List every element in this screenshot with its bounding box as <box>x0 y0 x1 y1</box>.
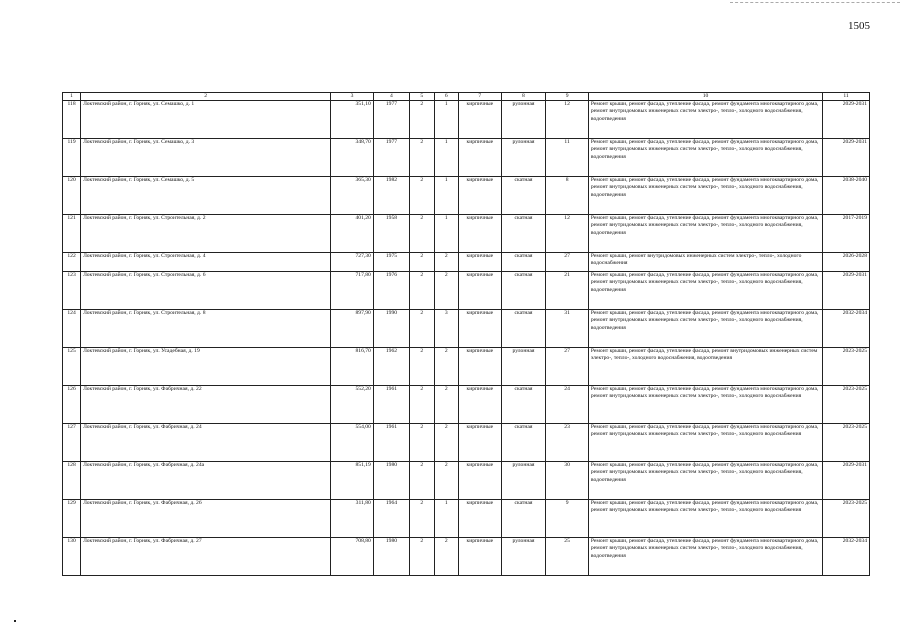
wall-material-cell: кирпичные <box>459 177 502 215</box>
apartments-cell: 12 <box>546 215 589 253</box>
apartments-cell: 31 <box>546 310 589 348</box>
floors-cell: 2 <box>410 348 434 386</box>
entrances-cell: 2 <box>434 253 458 272</box>
floors-cell: 2 <box>410 215 434 253</box>
row-number-cell: 124 <box>63 310 81 348</box>
floors-cell: 2 <box>410 386 434 424</box>
address-cell: Локтевский район, г. Горняк, ул. Семашко, д. 3 <box>81 139 331 177</box>
apartments-cell: 8 <box>546 177 589 215</box>
wall-material-cell: кирпичные <box>459 310 502 348</box>
floors-cell: 2 <box>410 462 434 500</box>
apartments-cell: 30 <box>546 462 589 500</box>
year-built-cell: 1976 <box>373 272 409 310</box>
apartments-cell: 25 <box>546 538 589 576</box>
apartments-cell: 12 <box>546 101 589 139</box>
year-built-cell: 1980 <box>373 462 409 500</box>
column-number-row <box>63 93 870 101</box>
roof-type-cell: рулонная <box>501 101 546 139</box>
entrances-cell: 1 <box>434 215 458 253</box>
address-cell: Локтевский район, г. Горняк, ул. Фабричная, д. 27 <box>81 538 331 576</box>
table-row <box>63 348 870 386</box>
roof-type-cell: рулонная <box>501 348 546 386</box>
apartments-cell: 21 <box>546 272 589 310</box>
row-number-cell: 121 <box>63 215 81 253</box>
floors-cell: 2 <box>410 272 434 310</box>
repair-works-cell: Ремонт крыши, ремонт фасада, утепление фасада, ремонт фундамента многоквартирного дома, ремонт внутридомовых инженерных систем электро-, тепло-, холодного водоснабжения <box>588 386 822 424</box>
address-cell: Локтевский район, г. Горняк, ул. Семашко, д. 1 <box>81 101 331 139</box>
apartments-cell: 27 <box>546 253 589 272</box>
floors-cell: 2 <box>410 500 434 538</box>
year-built-cell: 1961 <box>373 386 409 424</box>
floors-cell: 2 <box>410 538 434 576</box>
year-built-cell: 1961 <box>373 424 409 462</box>
repair-period-cell: 2023-2025 <box>823 424 870 462</box>
table-row <box>63 253 870 272</box>
address-cell: Локтевский район, г. Горняк, ул. Строительная, д. 6 <box>81 272 331 310</box>
row-number-cell: 130 <box>63 538 81 576</box>
row-number-cell: 120 <box>63 177 81 215</box>
repair-period-cell: 2023-2025 <box>823 348 870 386</box>
area-cell: 897,90 <box>331 310 374 348</box>
area-cell: 554,00 <box>331 424 374 462</box>
column-header: 10 <box>588 93 822 101</box>
entrances-cell: 1 <box>434 139 458 177</box>
area-cell: 348,70 <box>331 139 374 177</box>
table-row <box>63 101 870 139</box>
address-cell: Локтевский район, г. Горняк, ул. Семашко, д. 5 <box>81 177 331 215</box>
row-number-cell: 127 <box>63 424 81 462</box>
address-cell: Локтевский район, г. Горняк, ул. Строительная, д. 8 <box>81 310 331 348</box>
column-header: 1 <box>63 93 81 101</box>
roof-type-cell: скатная <box>501 310 546 348</box>
entrances-cell: 1 <box>434 101 458 139</box>
wall-material-cell: кирпичные <box>459 386 502 424</box>
entrances-cell: 1 <box>434 500 458 538</box>
repair-period-cell: 2029-2031 <box>823 272 870 310</box>
year-built-cell: 1980 <box>373 538 409 576</box>
roof-type-cell: скатная <box>501 177 546 215</box>
wall-material-cell: кирпичные <box>459 538 502 576</box>
repair-works-cell: Ремонт крыши, ремонт фасада, утепление фасада, ремонт фундамента многоквартирного дома, ремонт внутридомовых инженерных систем электро-, тепло-, холодного водоснабжения, водоотведения <box>588 272 822 310</box>
row-number-cell: 129 <box>63 500 81 538</box>
area-cell: 851,19 <box>331 462 374 500</box>
address-cell: Локтевский район, г. Горняк, ул. Строительная, д. 4 <box>81 253 331 272</box>
repair-period-cell: 2032-2034 <box>823 310 870 348</box>
row-number-cell: 118 <box>63 101 81 139</box>
housing-repair-table <box>62 92 870 576</box>
row-number-cell: 122 <box>63 253 81 272</box>
area-cell: 727,30 <box>331 253 374 272</box>
area-cell: 717,80 <box>331 272 374 310</box>
apartments-cell: 9 <box>546 500 589 538</box>
repair-period-cell: 2029-2031 <box>823 462 870 500</box>
entrances-cell: 1 <box>434 177 458 215</box>
address-cell: Локтевский район, г. Горняк, ул. Строительная, д. 2 <box>81 215 331 253</box>
repair-period-cell: 2029-2031 <box>823 139 870 177</box>
wall-material-cell: кирпичные <box>459 462 502 500</box>
apartments-cell: 27 <box>546 348 589 386</box>
year-built-cell: 1975 <box>373 253 409 272</box>
floors-cell: 2 <box>410 177 434 215</box>
entrances-cell: 2 <box>434 424 458 462</box>
repair-period-cell: 2032-2034 <box>823 538 870 576</box>
row-number-cell: 125 <box>63 348 81 386</box>
apartments-cell: 23 <box>546 424 589 462</box>
table-row <box>63 500 870 538</box>
repair-works-cell: Ремонт крыши, ремонт фасада, утепление фасада, ремонт фундамента многоквартирного дома, ремонт внутридомовых инженерных систем электро-, тепло-, холодного водоснабжения <box>588 424 822 462</box>
repair-period-cell: 2038-2040 <box>823 177 870 215</box>
repair-period-cell: 2029-2031 <box>823 101 870 139</box>
column-header: 3 <box>331 93 374 101</box>
repair-works-cell: Ремонт крыши, ремонт внутридомовых инженерных систем электро-, тепло-, холодного водоснабжения <box>588 253 822 272</box>
roof-type-cell: рулонная <box>501 462 546 500</box>
roof-type-cell: скатная <box>501 253 546 272</box>
roof-type-cell: скатная <box>501 500 546 538</box>
table-row <box>63 538 870 576</box>
repair-period-cell: 2017-2019 <box>823 215 870 253</box>
column-header: 2 <box>81 93 331 101</box>
row-number-cell: 119 <box>63 139 81 177</box>
year-built-cell: 1982 <box>373 177 409 215</box>
repair-works-cell: Ремонт крыши, ремонт фасада, утепление фасада, ремонт внутридомовых инженерных систем электро-, тепло-, холодного водоснабжения, водоотведения <box>588 348 822 386</box>
column-header: 6 <box>434 93 458 101</box>
repair-works-cell: Ремонт крыши, ремонт фасада, утепление фасада, ремонт фундамента многоквартирного дома, ремонт внутридомовых инженерных систем электро-, тепло-, холодного водоснабжения, водоотведения <box>588 462 822 500</box>
row-number-cell: 128 <box>63 462 81 500</box>
repair-period-cell: 2023-2025 <box>823 386 870 424</box>
entrances-cell: 2 <box>434 538 458 576</box>
table-row <box>63 462 870 500</box>
area-cell: 816,70 <box>331 348 374 386</box>
scan-top-rule <box>730 2 900 3</box>
entrances-cell: 2 <box>434 462 458 500</box>
roof-type-cell: рулонная <box>501 139 546 177</box>
year-built-cell: 1962 <box>373 348 409 386</box>
address-cell: Локтевский район, г. Горняк, ул. Фабричная, д. 24 <box>81 424 331 462</box>
floors-cell: 2 <box>410 424 434 462</box>
floors-cell: 2 <box>410 139 434 177</box>
year-built-cell: 1977 <box>373 101 409 139</box>
wall-material-cell: кирпичные <box>459 424 502 462</box>
roof-type-cell: скатная <box>501 386 546 424</box>
roof-type-cell: скатная <box>501 272 546 310</box>
repair-works-cell: Ремонт крыши, ремонт фасада, утепление фасада, ремонт фундамента многоквартирного дома, ремонт внутридомовых инженерных систем электро-, тепло-, холодного водоснабжения, водоотведения <box>588 101 822 139</box>
wall-material-cell: кирпичные <box>459 139 502 177</box>
row-number-cell: 126 <box>63 386 81 424</box>
table-row <box>63 272 870 310</box>
floors-cell: 2 <box>410 310 434 348</box>
area-cell: 365,30 <box>331 177 374 215</box>
wall-material-cell: кирпичные <box>459 101 502 139</box>
column-header: 7 <box>459 93 502 101</box>
year-built-cell: 1990 <box>373 310 409 348</box>
area-cell: 351,10 <box>331 101 374 139</box>
entrances-cell: 3 <box>434 310 458 348</box>
table-row <box>63 215 870 253</box>
column-header: 9 <box>546 93 589 101</box>
table-row <box>63 310 870 348</box>
area-cell: 401,20 <box>331 215 374 253</box>
year-built-cell: 1958 <box>373 215 409 253</box>
repair-period-cell: 2026-2028 <box>823 253 870 272</box>
area-cell: 708,80 <box>331 538 374 576</box>
column-header: 4 <box>373 93 409 101</box>
area-cell: 311,80 <box>331 500 374 538</box>
entrances-cell: 2 <box>434 348 458 386</box>
repair-period-cell: 2023-2025 <box>823 500 870 538</box>
repair-works-cell: Ремонт крыши, ремонт фасада, утепление фасада, ремонт фундамента многоквартирного дома, ремонт внутридомовых инженерных систем электро-, тепло-, холодного водоснабжения <box>588 500 822 538</box>
table-row <box>63 424 870 462</box>
table-row <box>63 177 870 215</box>
year-built-cell: 1977 <box>373 139 409 177</box>
entrances-cell: 2 <box>434 272 458 310</box>
wall-material-cell: кирпичные <box>459 253 502 272</box>
repair-works-cell: Ремонт крыши, ремонт фасада, утепление фасада, ремонт фундамента многоквартирного дома, ремонт внутридомовых инженерных систем электро-, тепло-, холодного водоснабжения, водоотведения <box>588 177 822 215</box>
wall-material-cell: кирпичные <box>459 272 502 310</box>
roof-type-cell: скатная <box>501 424 546 462</box>
address-cell: Локтевский район, г. Горняк, ул. Усадебная, д. 19 <box>81 348 331 386</box>
column-header: 8 <box>501 93 546 101</box>
floors-cell: 2 <box>410 253 434 272</box>
wall-material-cell: кирпичные <box>459 215 502 253</box>
wall-material-cell: кирпичные <box>459 348 502 386</box>
address-cell: Локтевский район, г. Горняк, ул. Фабричная, д. 22 <box>81 386 331 424</box>
year-built-cell: 1964 <box>373 500 409 538</box>
wall-material-cell: кирпичные <box>459 500 502 538</box>
repair-works-cell: Ремонт крыши, ремонт фасада, утепление фасада, ремонт фундамента многоквартирного дома, ремонт внутридомовых инженерных систем электро-, тепло-, холодного водоснабжения, водоотведения <box>588 215 822 253</box>
entrances-cell: 2 <box>434 386 458 424</box>
address-cell: Локтевский район, г. Горняк, ул. Фабричная, д. 26 <box>81 500 331 538</box>
repair-works-cell: Ремонт крыши, ремонт фасада, утепление фасада, ремонт фундамента многоквартирного дома, ремонт внутридомовых инженерных систем электро-, тепло-, холодного водоснабжения, водоотведения <box>588 139 822 177</box>
table-body <box>63 101 870 576</box>
table-row <box>63 139 870 177</box>
area-cell: 552,20 <box>331 386 374 424</box>
page-number: 1505 <box>848 20 870 32</box>
column-header: 11 <box>823 93 870 101</box>
roof-type-cell: рулонная <box>501 538 546 576</box>
repair-works-cell: Ремонт крыши, ремонт фасада, утепление фасада, ремонт фундамента многоквартирного дома, ремонт внутридомовых инженерных систем электро-, тепло-, холодного водоснабжения, водоотведения <box>588 538 822 576</box>
row-number-cell: 123 <box>63 272 81 310</box>
roof-type-cell: скатная <box>501 215 546 253</box>
repair-works-cell: Ремонт крыши, ремонт фасада, утепление фасада, ремонт фундамента многоквартирного дома, ремонт внутридомовых инженерных систем электро-, тепло-, холодного водоснабжения, водоотведения <box>588 310 822 348</box>
apartments-cell: 11 <box>546 139 589 177</box>
address-cell: Локтевский район, г. Горняк, ул. Фабричная, д. 24а <box>81 462 331 500</box>
column-header: 5 <box>410 93 434 101</box>
table-row <box>63 386 870 424</box>
floors-cell: 2 <box>410 101 434 139</box>
apartments-cell: 24 <box>546 386 589 424</box>
scan-mark <box>14 620 16 622</box>
